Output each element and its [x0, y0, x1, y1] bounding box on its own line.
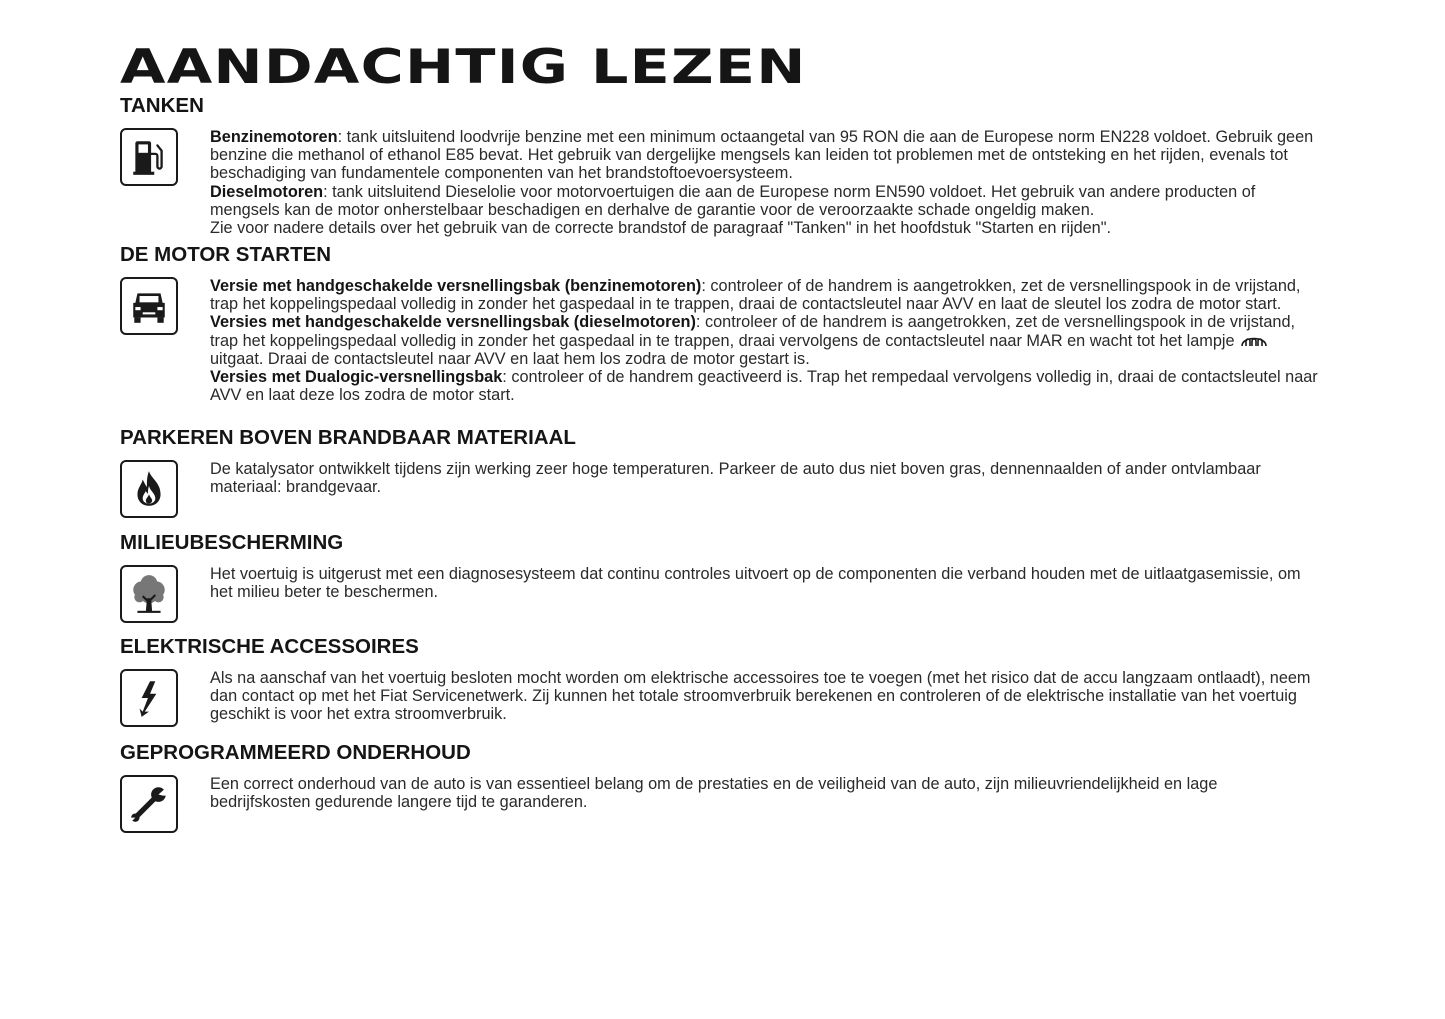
section-tanken — [120, 94, 1320, 237]
section-heading: ELEKTRISCHE ACCESSOIRES — [120, 635, 419, 658]
section-text — [210, 565, 1320, 601]
paragraph-text: : tank uitsluitend Dieselolie voor motorvoertuigen die aan de Europese norm EN590 voldoet. Het gebruik van andere producten of mengsels kan de motor onherstelbaar beschadigen en derhalve de garantie voor de veroorzaakte schade ongeldig maken. — [210, 182, 1256, 219]
section-body — [120, 128, 1320, 237]
section-text — [210, 460, 1320, 496]
paragraph — [210, 368, 1320, 404]
section-geprogrammeerd-onderhoud — [120, 741, 1320, 811]
paragraph-text: : controleer of de handrem is aangetrokken, zet de versnellingspook in de vrijstand, trap het koppelingspedaal volledig in zonder het gaspedaal in te trappen, draai vervolgens de contactsleutel naar MAR en wacht tot het lampje — [210, 313, 1296, 350]
paragraph: Zie voor nadere details over het gebruik van de correcte brandstof de paragraaf "Tanken" in het hoofdstuk "Starten en rijden". — [210, 219, 1112, 238]
section-text — [210, 669, 1320, 724]
section-text — [210, 775, 1320, 811]
section-text — [210, 277, 1320, 404]
section-body — [120, 775, 1320, 811]
paragraph — [210, 277, 1320, 313]
tree-icon — [120, 565, 178, 623]
section-heading: PARKEREN BOVEN BRANDBAAR MATERIAAL — [120, 426, 576, 449]
section-text — [210, 128, 1320, 237]
bold-label: Versie met handgeschakelde versnellingsbak (benzinemotoren) — [210, 277, 702, 295]
bold-label: Versies met handgeschakelde versnellingsbak (dieselmotoren) — [210, 313, 696, 332]
paragraph: De katalysator ontwikkelt tijdens zijn werking zeer hoge temperaturen. Parkeer de auto dus niet boven gras, dennennaalden of ander ontvlambaar materiaal: brandgevaar. — [210, 460, 1261, 497]
section-body — [120, 460, 1320, 496]
car-icon — [120, 277, 178, 335]
paragraph — [210, 128, 1320, 183]
section-heading: GEPROGRAMMEERD ONDERHOUD — [120, 741, 471, 764]
section-milieubescherming — [120, 531, 1320, 601]
section-heading: MILIEUBESCHERMING — [120, 531, 344, 554]
section-heading: DE MOTOR STARTEN — [120, 243, 332, 266]
paragraph: Het voertuig is uitgerust met een diagnosesysteem dat continu controles uitvoert op de componenten die verband houden met de uitlaatgasemissie, om het milieu beter te beschermen. — [210, 565, 1301, 602]
paragraph — [210, 183, 1320, 219]
paragraph: Een correct onderhoud van de auto is van essentieel belang om de prestaties en de veiligheid van de auto, zijn milieuvriendelijkheid en lage bedrijfskosten gedurende langere tijd te garanderen. — [210, 775, 1218, 812]
paragraph-text: : tank uitsluitend loodvrije benzine met een minimum octaangetal van 95 RON die aan de Europese norm EN228 voldoet. Gebruik geen benzine die methanol of ethanol E85 bevat. Het gebruik van dergelijke mengsels kan leiden tot problemen met de ontsteking en het rijden, evenals tot beschadiging van fundamentele componenten van het brandstoftoevoersysteem. — [210, 128, 1314, 183]
flame-icon — [120, 460, 178, 518]
section-elektrische-accessoires — [120, 635, 1320, 724]
section-parkeren — [120, 426, 1320, 496]
glow-plug-icon — [1239, 332, 1269, 348]
section-body — [120, 277, 1320, 404]
section-body — [120, 565, 1320, 601]
paragraph — [210, 313, 1320, 368]
bold-label: Versies met Dualogic-versnellingsbak — [210, 368, 503, 387]
fuel-pump-icon — [120, 128, 178, 186]
wrench-icon — [120, 775, 178, 833]
section-motor-starten — [120, 243, 1320, 404]
lightning-icon — [120, 669, 178, 727]
page-title: AANDACHTIG LEZEN — [120, 40, 807, 95]
bold-label: Dieselmotoren — [210, 182, 324, 201]
paragraph-text: : controleer of de handrem is aangetrokken, zet de versnellingspook in de vrijstand, trap het koppelingspedaal volledig in zonder het gaspedaal in te trappen, draai de contactsleutel naar AVV en laat de sleutel los zodra de motor start. — [210, 277, 1301, 314]
paragraph: Als na aanschaf van het voertuig besloten mocht worden om elektrische accessoires toe te voegen (met het risico dat de accu langzaam ontlaadt), neem dan contact op met het Fiat Servicenetwerk. Zij kunnen het totale stroomverbruik berekenen en controleren of de elektrische installatie van het voertuig geschikt is voor het extra stroomverbruik. — [210, 669, 1311, 724]
paragraph-text: uitgaat. Draai de contactsleutel naar AVV en laat hem los zodra de motor gestart is. — [210, 349, 810, 368]
section-heading: TANKEN — [120, 94, 204, 117]
bold-label: Benzinemotoren — [210, 128, 338, 146]
paragraph-text: : controleer of de handrem geactiveerd is. Trap het rempedaal vervolgens volledig in, draai de contactsleutel naar AVV en laat deze los zodra de motor start. — [210, 368, 1318, 405]
section-body — [120, 669, 1320, 724]
